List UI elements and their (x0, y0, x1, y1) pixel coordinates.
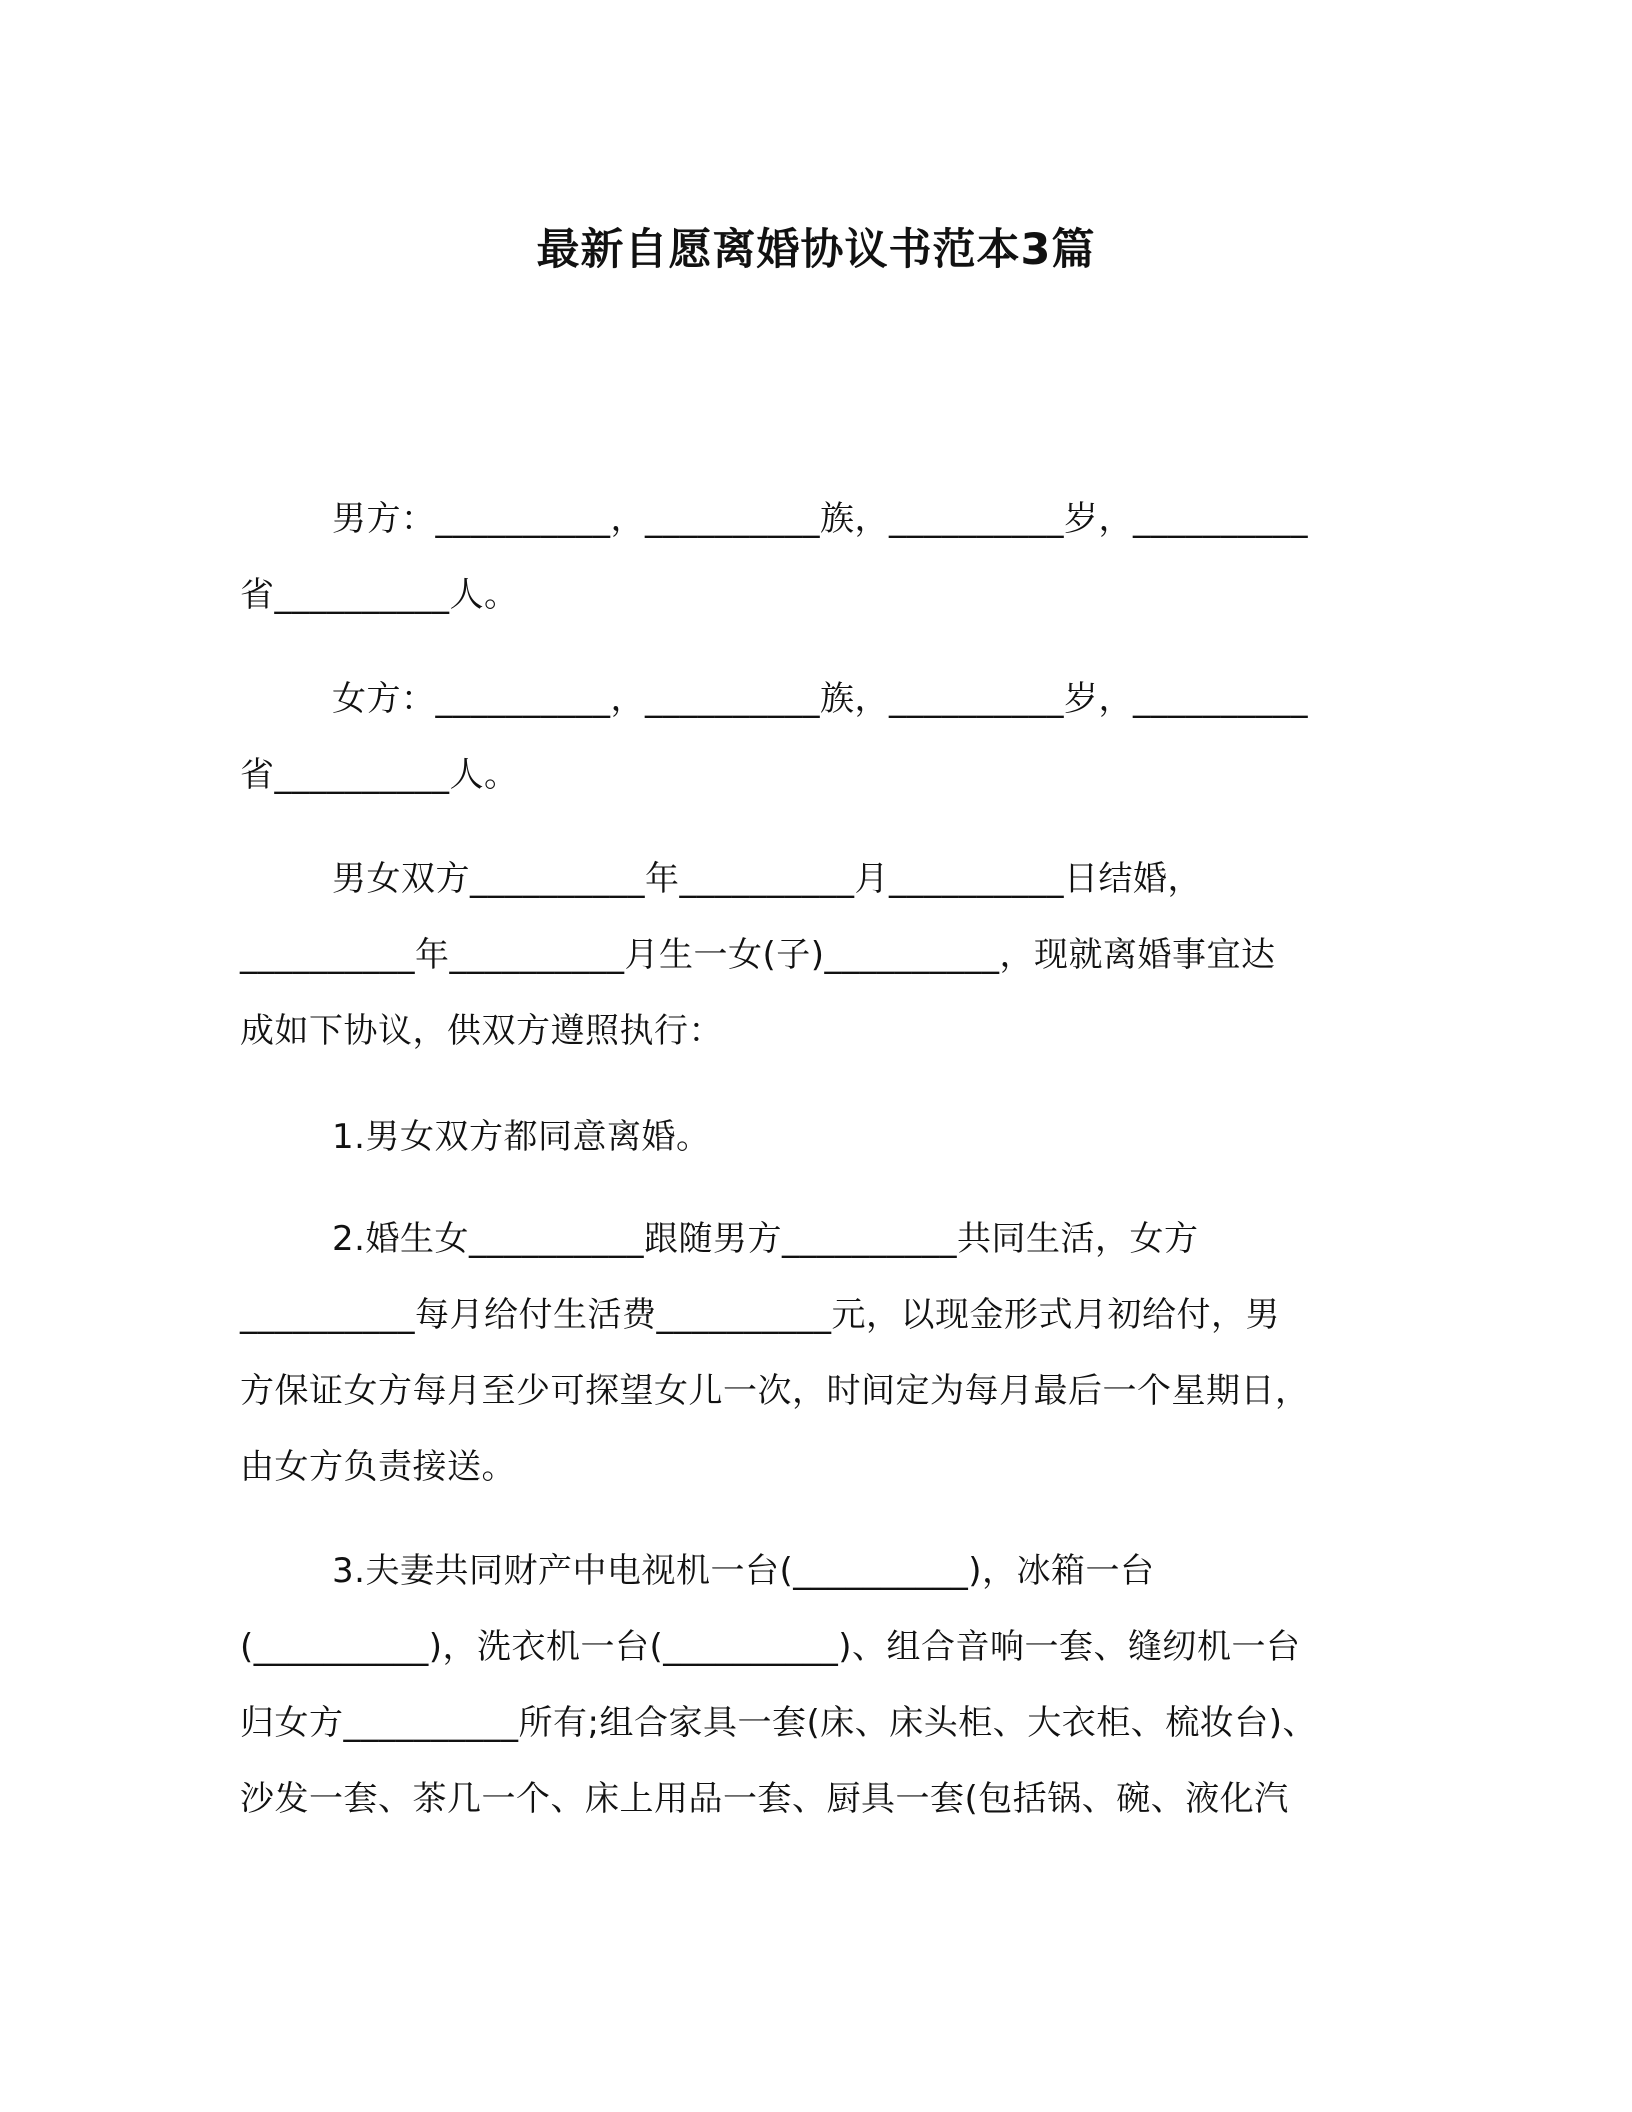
paragraph-line: 女方：__________，__________族，__________岁，__________ (332, 679, 1308, 719)
paragraph-line: 男方：__________，__________族，__________岁，__________ (332, 499, 1308, 539)
paragraph-line: 方保证女方每月至少可探望女儿一次，时间定为每月最后一个星期日， (240, 1371, 1310, 1411)
paragraph-line: (__________)，洗衣机一台(__________)、组合音响一套、缝纫机一台 (240, 1627, 1301, 1667)
paragraph-line: __________每月给付生活费__________元，以现金形式月初给付，男 (240, 1295, 1280, 1335)
paragraph-line: 男女双方__________年__________月__________日结婚， (332, 859, 1202, 899)
paragraph-line: 由女方负责接送。 (240, 1447, 516, 1487)
paragraph-line: 3.夫妻共同财产中电视机一台(__________)，冰箱一台 (332, 1551, 1155, 1591)
paragraph-line: __________年__________月生一女(子)__________，现就离婚事宜达 (240, 935, 1276, 975)
paragraph-line: 2.婚生女__________跟随男方__________共同生活，女方 (332, 1219, 1199, 1259)
paragraph-line: 省__________人。 (240, 755, 519, 795)
paragraph-line: 1.男女双方都同意离婚。 (332, 1117, 711, 1157)
paragraph-line: 归女方__________所有;组合家具一套(床、床头柜、大衣柜、梳妆台)、 (240, 1703, 1317, 1743)
paragraph-line: 沙发一套、茶几一个、床上用品一套、厨具一套(包括锅、碗、液化汽 (240, 1779, 1289, 1819)
paragraph-line: 省__________人。 (240, 575, 519, 615)
paragraph-line: 成如下协议，供双方遵照执行： (240, 1011, 723, 1051)
document-title: 最新自愿离婚协议书范本3篇 (536, 225, 1096, 275)
